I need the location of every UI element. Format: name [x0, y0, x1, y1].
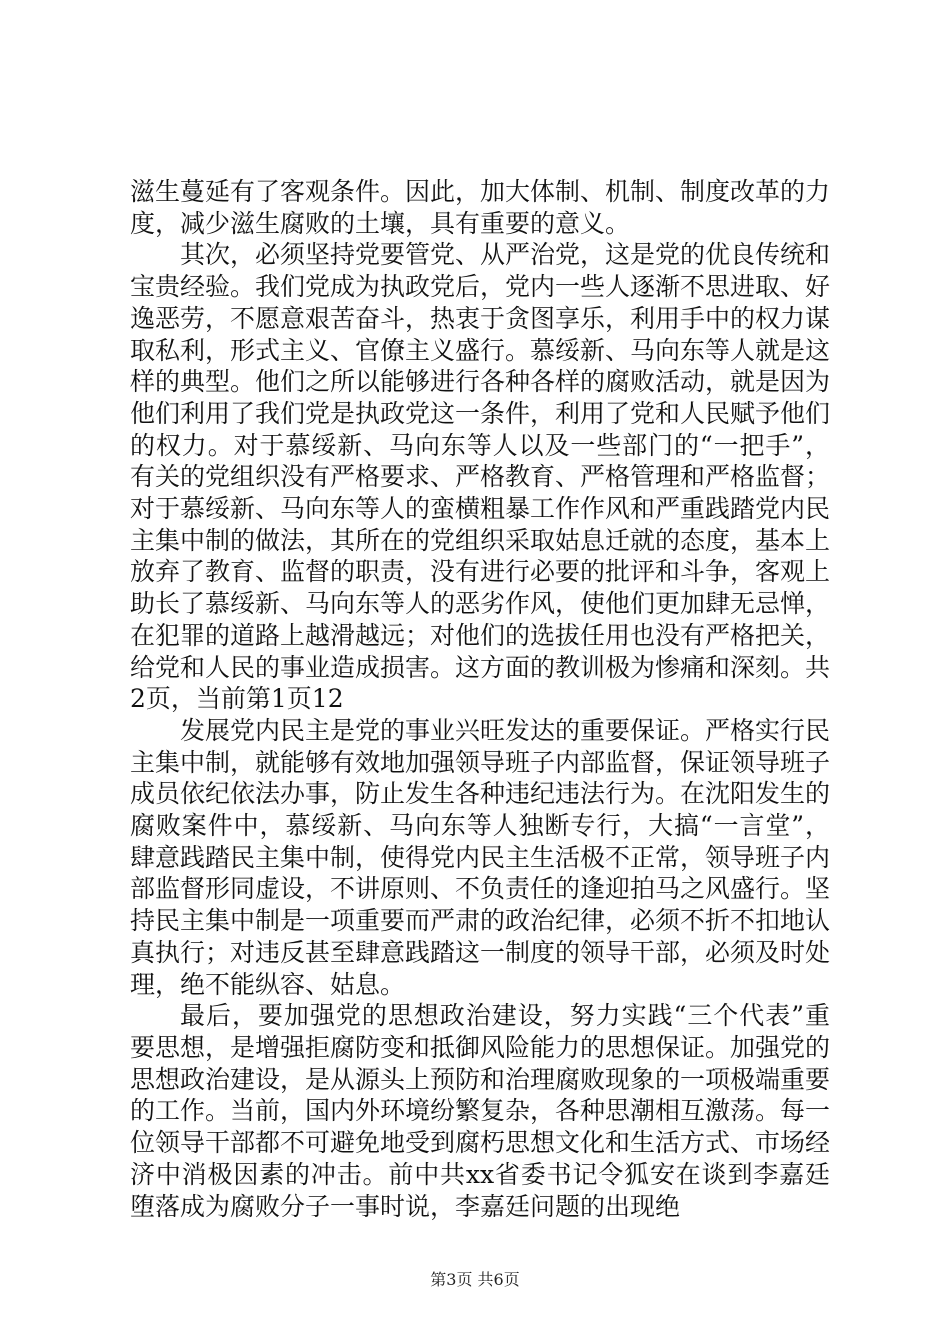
page-number-footer: 第3页 共6页 [430, 1270, 520, 1289]
document-body [130, 176, 830, 1222]
paragraph-4: 最后，要加强党的思想政治建设，努力实践“三个代表”重要思想，是增强拒腐防变和抵御风险能力的思想保证。加强党的思想政治建设，是从源头上预防和治理腐败现象的一项极端重要的工作。当前，国内外环境纷繁复杂，各种思潮相互激荡。每一位领导干部都不可避免地受到腐朽思想文化和生活方式、市场经济中消极因素的冲击。前中共xx省委书记令狐安在谈到李嘉廷堕落成为腐败分子一事时说，李嘉廷问题的出现绝 [130, 1001, 831, 1221]
paragraph-2: 其次，必须坚持党要管党、从严治党，这是党的优良传统和宝贵经验。我们党成为执政党后，党内一些人逐渐不思进取、好逸恶劳，不愿意艰苦奋斗，热衷于贪图享乐，利用手中的权力谋取私利，形式主义、官僚主义盛行。慕绥新、马向东等人就是这样的典型。他们之所以能够进行各种各样的腐败活动，就是因为他们利用了我们党是执政党这一条件，利用了党和人民赋予他们的权力。对于慕绥新、马向东等人以及一些部门的“一把手”，有关的党组织没有严格要求、严格教育、严格管理和严格监督；对于慕绥新、马向东等人的蛮横粗暴工作作风和严重践踏党内民主集中制的做法，其所在的党组织采取姑息迁就的态度，基本上放弃了教育、监督的职责，没有进行必要的批评和斗争，客观上助长了慕绥新、马向东等人的恶劣作风，使他们更加肆无忌惮，在犯罪的道路上越滑越远；对他们的选拔任用也没有严格把关，给党和人民的事业造成损害。这方面的教训极为惨痛和深刻。共2页，当前第1页12 [130, 240, 831, 714]
paragraph-1: 滋生蔓延有了客观条件。因此，加大体制、机制、制度改革的力度，减少滋生腐败的土壤，具有重要的意义。 [130, 177, 831, 238]
paragraph-3: 发展党内民主是党的事业兴旺发达的重要保证。严格实行民主集中制，就能够有效地加强领导班子内部监督，保证领导班子成员依纪依法办事，防止发生各种违纪违法行为。在沈阳发生的腐败案件中，慕绥新、马向东等人独断专行，大搞“一言堂”，肆意践踏民主集中制，使得党内民主生活极不正常，领导班子内部监督形同虚设，不讲原则、不负责任的逢迎拍马之风盛行。坚持民主集中制是一项重要而严肃的政治纪律，必须不折不扣地认真执行；对违反甚至肆意践踏这一制度的领导干部，必须及时处理，绝不能纵容、姑息。 [130, 715, 831, 999]
